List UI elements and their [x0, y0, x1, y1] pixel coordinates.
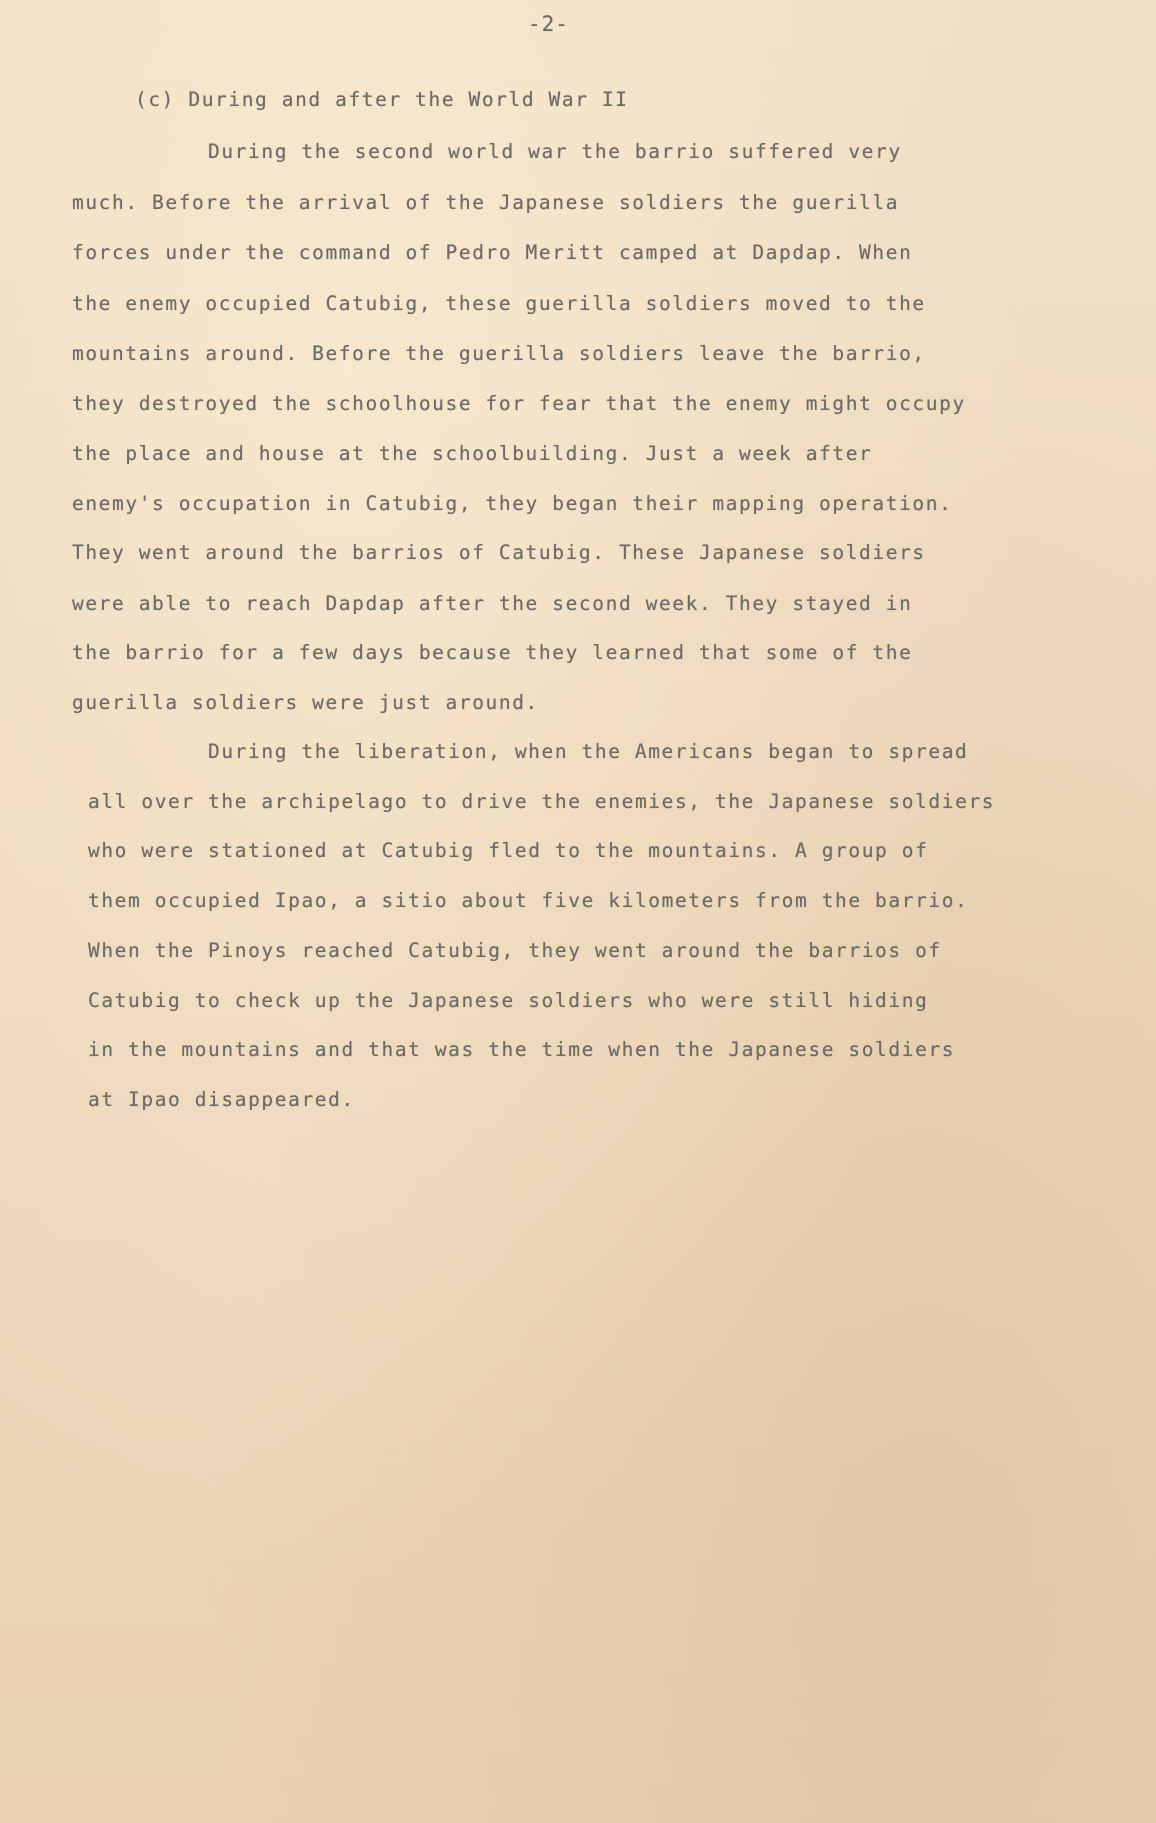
paragraph-1-line: They went around the barrios of Catubig. These Japanese soldiers — [72, 541, 926, 564]
paragraph-1-line: the barrio for a few days because they learned that some of the — [72, 641, 913, 664]
paragraph-1-line: the enemy occupied Catubig, these guerilla soldiers moved to the — [72, 292, 926, 315]
paragraph-2-line: all over the archipelago to drive the enemies, the Japanese soldiers — [88, 790, 996, 813]
paragraph-1-line: forces under the command of Pedro Meritt camped at Dapdap. When — [72, 241, 913, 264]
paragraph-2-line: at Ipao disappeared. — [88, 1088, 355, 1111]
paragraph-1-line: the place and house at the schoolbuilding. Just a week after — [72, 442, 873, 465]
paragraph-2-line: in the mountains and that was the time when the Japanese soldiers — [88, 1038, 956, 1061]
paragraph-2-line: who were stationed at Catubig fled to the mountains. A group of — [88, 839, 929, 862]
section-heading: (c) During and after the World War II — [135, 88, 629, 111]
paragraph-1-line: mountains around. Before the guerilla soldiers leave the barrio, — [72, 342, 926, 365]
paragraph-1-line: they destroyed the schoolhouse for fear that the enemy might occupy — [72, 392, 966, 415]
paragraph-2-line: During the liberation, when the Americans began to spread — [208, 740, 969, 763]
paragraph-1-line: much. Before the arrival of the Japanese soldiers the guerilla — [72, 191, 900, 214]
paragraph-2-line: Catubig to check up the Japanese soldiers who were still hiding — [88, 989, 929, 1012]
paragraph-1-line: enemy's occupation in Catubig, they began their mapping operation. — [72, 492, 953, 515]
paragraph-1-line: During the second world war the barrio suffered very — [208, 140, 902, 163]
paragraph-1-line: guerilla soldiers were just around. — [72, 691, 539, 714]
paragraph-2-line: them occupied Ipao, a sitio about five kilometers from the barrio. — [88, 889, 969, 912]
page-number: -2- — [528, 12, 569, 36]
paragraph-2-line: When the Pinoys reached Catubig, they went around the barrios of — [88, 939, 942, 962]
paragraph-1-line: were able to reach Dapdap after the second week. They stayed in — [72, 592, 913, 615]
